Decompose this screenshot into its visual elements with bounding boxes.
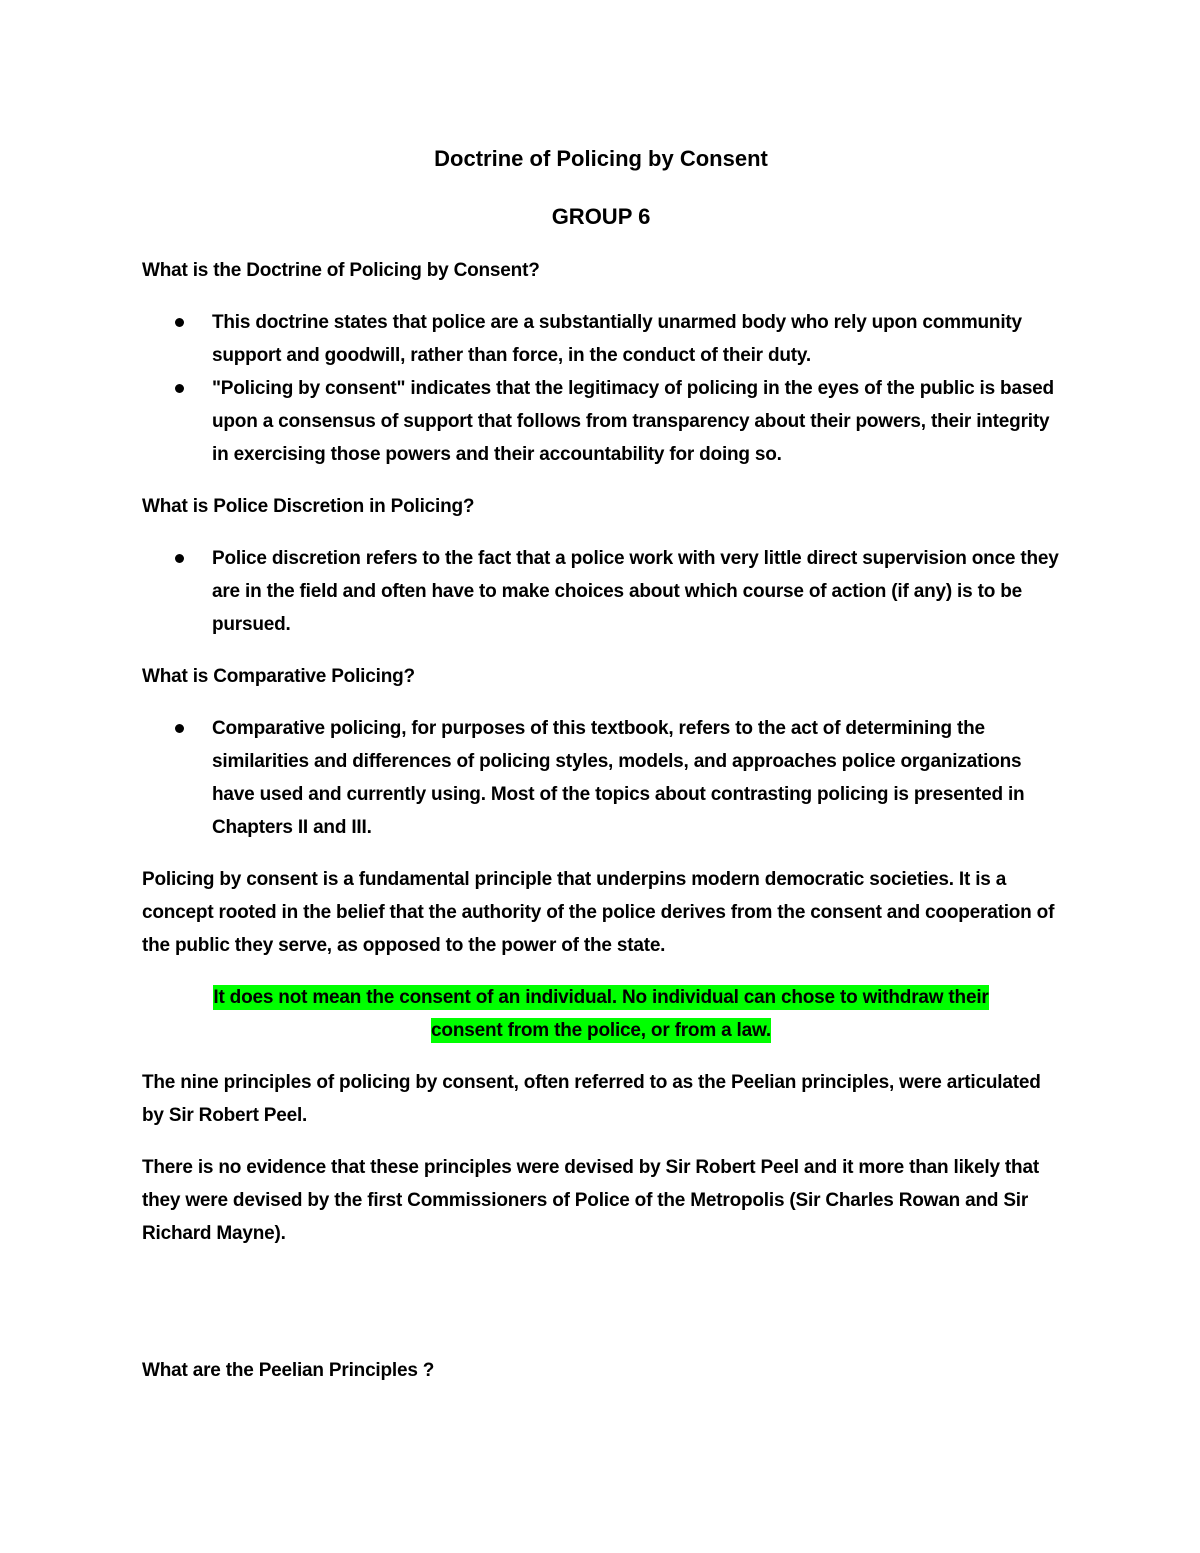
question-peelian: What are the Peelian Principles ? (142, 1360, 435, 1381)
bullet-icon (175, 384, 184, 393)
spacer (142, 1269, 1060, 1354)
bullet-text: Police discretion refers to the fact that a police work with very little direct supervision once they are in the field and often have to make choices about which course of action (if any) is to be pursued. (212, 548, 1059, 635)
question-doctrine: What is the Doctrine of Policing by Consent? (142, 260, 540, 281)
highlight-line-2: consent from the police, or from a law. (431, 1020, 771, 1041)
bullet-icon (175, 554, 184, 563)
paragraph-consent: Policing by consent is a fundamental principle that underpins modern democratic societies. It is a concept rooted in the belief that the authority of the police derives from the consent and cooperation of the public they serve, as opposed to the power of the state. (142, 869, 1055, 956)
bullet-list-doctrine (142, 306, 1060, 471)
bullet-text: This doctrine states that police are a substantially unarmed body who rely upon community support and goodwill, rather than force, in the conduct of their duty. (212, 312, 1022, 366)
bullet-list-comparative (142, 712, 1060, 844)
bullet-text: "Policing by consent" indicates that the legitimacy of policing in the eyes of the public is based upon a consensus of support that follows from transparency about their powers, their integrity in exercising those powers and their accountability for doing so. (212, 378, 1054, 465)
list-item (142, 372, 1060, 471)
paragraph-nine-principles: The nine principles of policing by consent, often referred to as the Peelian principles, were articulated by Sir Robert Peel. (142, 1072, 1041, 1126)
paragraph-evidence: There is no evidence that these principles were devised by Sir Robert Peel and it more than likely that they were devised by the first Commissioners of Police of the Metropolis (Sir Charles Rowan and Sir Richard Mayne). (142, 1157, 1039, 1244)
group-label: GROUP 6 (551, 204, 651, 229)
list-item (142, 542, 1060, 641)
highlight-line-1: It does not mean the consent of an individual. No individual can chose to withdraw their (213, 987, 989, 1008)
list-item (142, 306, 1060, 372)
question-comparative: What is Comparative Policing? (142, 666, 415, 687)
document-title: Doctrine of Policing by Consent (434, 146, 768, 171)
bullet-list-discretion (142, 542, 1060, 641)
highlighted-statement (142, 981, 1060, 1047)
document-body (142, 141, 1060, 1406)
bullet-icon (175, 724, 184, 733)
list-item (142, 712, 1060, 844)
bullet-icon (175, 318, 184, 327)
bullet-text: Comparative policing, for purposes of this textbook, refers to the act of determining the similarities and differences of policing styles, models, and approaches police organizations have used and currently using. Most of the topics about contrasting policing is presented in Chapters II and III. (212, 718, 1025, 838)
question-discretion: What is Police Discretion in Policing? (142, 496, 475, 517)
